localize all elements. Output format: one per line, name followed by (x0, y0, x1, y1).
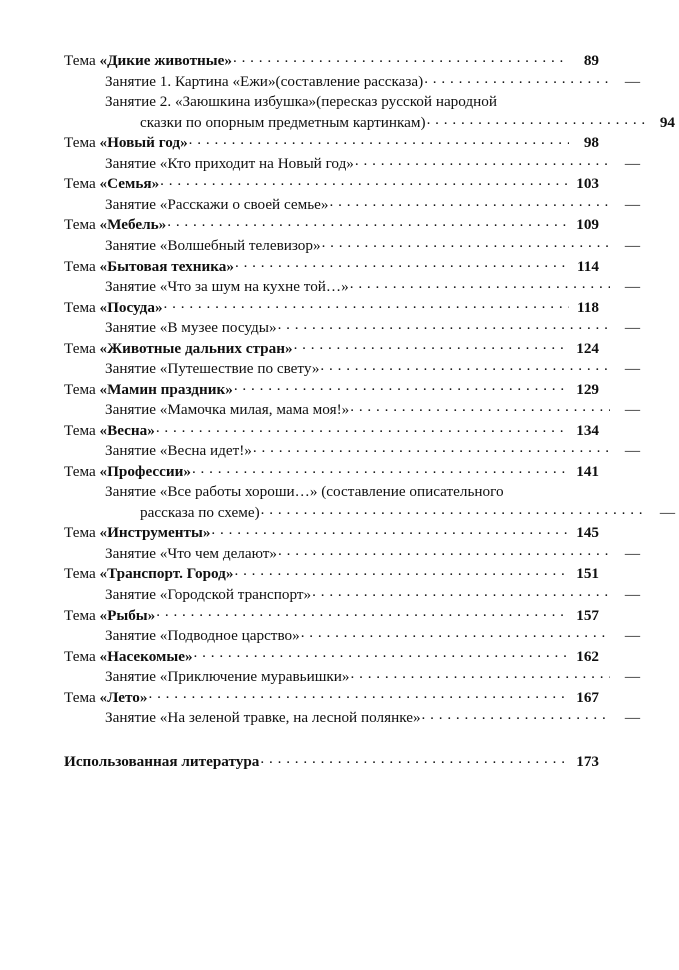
toc-entry-lesson[interactable] (64, 235, 640, 256)
toc-entry-label (105, 401, 349, 419)
toc-entry-label (64, 381, 233, 399)
toc-entry-label (140, 504, 260, 522)
dot-leader (164, 296, 569, 311)
toc-entry-label (64, 607, 155, 625)
toc-entry-prefix: Тема (64, 565, 100, 583)
table-of-contents (64, 50, 675, 771)
toc-entry-continued[interactable] (64, 112, 675, 133)
toc-entry-label (105, 278, 349, 296)
toc-entry-theme[interactable] (64, 50, 599, 71)
toc-entry-prefix: Тема (64, 298, 100, 316)
toc-entry-prefix: Тема (64, 134, 100, 152)
toc-entry-theme[interactable] (64, 645, 599, 666)
dot-leader (235, 255, 569, 270)
toc-entry-label (105, 668, 350, 686)
page-number: 157 (576, 606, 599, 624)
toc-entry-title: Занятие «В музее посуды» (105, 319, 277, 337)
toc-entry-title: «Семья» (99, 175, 160, 193)
toc-entry-lesson[interactable] (64, 153, 640, 174)
toc-entry-theme[interactable] (64, 296, 599, 317)
page-number: 145 (576, 524, 599, 542)
toc-entry-label (64, 689, 147, 707)
toc-entry-prefix: Тема (64, 339, 100, 357)
toc-entry-label (64, 175, 159, 193)
dot-leader (234, 379, 569, 394)
page-number: 141 (576, 462, 599, 480)
toc-entry-prefix: Тема (64, 606, 100, 624)
toc-entry-prefix: Тема (64, 688, 100, 706)
toc-entry-prefix: Тема (64, 524, 100, 542)
toc-entry-theme[interactable] (64, 604, 599, 625)
toc-entry-lesson[interactable] (64, 440, 640, 461)
toc-entry-label (105, 709, 421, 727)
dot-leader (330, 194, 610, 209)
toc-entry-lesson[interactable] (64, 358, 640, 379)
toc-entry-title: Занятие 1. Картина «Ежи»(составление рассказа) (105, 72, 424, 90)
toc-entry-label (105, 360, 319, 378)
page-number: 151 (576, 565, 599, 583)
page-dash: — (624, 236, 640, 254)
toc-entry-prefix: Тема (64, 175, 100, 193)
toc-entry-lesson[interactable] (64, 71, 640, 92)
toc-entry-theme[interactable] (64, 686, 599, 707)
page-dash: — (624, 442, 640, 460)
dot-leader (156, 604, 569, 619)
toc-entry-title: «Весна» (99, 421, 155, 439)
toc-entry-label (105, 586, 311, 604)
toc-entry-label (64, 52, 232, 70)
page-number: 162 (576, 647, 599, 665)
toc-entry-theme[interactable] (64, 214, 599, 235)
toc-entry-theme[interactable] (64, 255, 599, 276)
toc-entry-title: Занятие «Кто приходит на Новый год» (105, 154, 354, 172)
toc-entry-prefix: Тема (64, 257, 100, 275)
toc-entry-lesson[interactable] (64, 91, 640, 112)
page-dash: — (624, 278, 640, 296)
toc-entry-lesson[interactable] (64, 707, 640, 728)
dot-leader (234, 563, 569, 578)
toc-entry-title: «Мебель» (99, 216, 167, 234)
toc-entry-title: «Транспорт. Город» (99, 565, 234, 583)
page-number: 114 (577, 257, 599, 275)
page-number: 129 (576, 380, 599, 398)
dot-leader (312, 584, 610, 599)
toc-entry-theme[interactable] (64, 132, 599, 153)
page-number: 98 (583, 134, 599, 152)
toc-entry-lesson[interactable] (64, 194, 640, 215)
toc-entry-label (105, 483, 504, 501)
toc-entry-label (64, 134, 188, 152)
toc-entry-label (64, 648, 193, 666)
toc-entry-theme[interactable] (64, 379, 599, 400)
toc-entry-label (64, 463, 191, 481)
toc-entry-title: сказки по опорным предметным картинкам) (140, 113, 426, 131)
toc-entry-lesson[interactable] (64, 317, 640, 338)
dot-leader (320, 358, 610, 373)
dot-leader (351, 666, 610, 681)
toc-entry-literature[interactable] (64, 751, 599, 772)
page-dash: — (624, 668, 640, 686)
toc-entry-label (105, 442, 252, 460)
toc-entry-label (64, 422, 155, 440)
dot-leader (294, 337, 569, 352)
page-number: 109 (576, 216, 599, 234)
page-number: 134 (576, 421, 599, 439)
page-number: 124 (576, 339, 599, 357)
toc-entry-label (105, 319, 277, 337)
toc-entry-theme[interactable] (64, 461, 599, 482)
dot-leader (148, 686, 569, 701)
dot-leader (350, 399, 610, 414)
page-dash: — (624, 154, 640, 172)
dot-leader (261, 502, 645, 517)
toc-entry-prefix: Тема (64, 52, 100, 70)
toc-entry-label (64, 258, 234, 276)
toc-entry-continued[interactable] (64, 502, 675, 523)
toc-entry-theme[interactable] (64, 173, 599, 194)
toc-entry-title: Занятие «Мамочка милая, мама моя!» (105, 401, 350, 419)
toc-entry-title: Занятие «Расскажи о своей семье» (105, 195, 329, 213)
toc-entry-title: Занятие «Все работы хороши…» (составление описательного (105, 483, 504, 501)
toc-entry-theme[interactable] (64, 420, 599, 441)
toc-entry-title: Занятие «Волшебный телевизор» (105, 236, 321, 254)
toc-entry-theme[interactable] (64, 563, 599, 584)
toc-entry-title: Занятие «Весна идет!» (105, 442, 252, 460)
toc-entry-title: «Рыбы» (99, 606, 156, 624)
dot-leader (211, 522, 569, 537)
toc-entry-label (64, 565, 233, 583)
dot-leader (253, 440, 610, 455)
toc-entry-label (105, 196, 329, 214)
dot-leader (189, 132, 569, 147)
page-dash: — (624, 360, 640, 378)
toc-entry-theme[interactable] (64, 337, 599, 358)
toc-entry-title: Занятие «Подводное царство» (105, 627, 300, 645)
toc-entry-label (105, 545, 277, 563)
toc-entry-title: «Инструменты» (99, 524, 211, 542)
toc-entry-label (105, 155, 354, 173)
toc-entry-prefix: Тема (64, 216, 100, 234)
dot-leader (160, 173, 569, 188)
toc-entry-label (64, 299, 163, 317)
toc-entry-title: «Лето» (99, 688, 148, 706)
dot-leader (350, 276, 610, 291)
toc-entry-title: «Дикие животные» (99, 52, 232, 70)
page-dash: — (624, 586, 640, 603)
toc-entry-title: Занятие «На зеленой травке, на лесной полянке» (105, 709, 421, 727)
toc-entry-title: «Профессии» (99, 462, 191, 480)
toc-entry-prefix: Тема (64, 421, 100, 439)
page-dash: — (624, 319, 640, 337)
toc-entry-label (64, 524, 210, 542)
toc-entry-lesson[interactable] (64, 276, 640, 297)
page-dash: — (624, 544, 640, 562)
toc-entry-label (105, 73, 423, 91)
toc-entry-prefix: Тема (64, 380, 100, 398)
page-number: 173 (576, 752, 599, 770)
page-number: 103 (576, 175, 599, 193)
page-number: 167 (576, 688, 599, 706)
toc-entry-theme[interactable] (64, 522, 599, 543)
page-number: 89 (583, 52, 599, 70)
toc-entry-label (64, 216, 166, 234)
dot-leader (233, 50, 569, 65)
dot-leader (505, 481, 610, 496)
toc-entry-label (64, 753, 259, 771)
toc-entry-title: Занятие «Что чем делают» (105, 544, 278, 562)
toc-entry-title: рассказа по схеме) (140, 503, 260, 521)
toc-entry-title: Использованная литература (64, 752, 260, 770)
toc-entry-lesson[interactable] (64, 625, 640, 646)
dot-leader (427, 112, 645, 127)
dot-leader (278, 543, 610, 558)
toc-entry-title: «Животные дальних стран» (99, 339, 293, 357)
dot-leader (194, 645, 569, 660)
toc-entry-lesson[interactable] (64, 399, 640, 420)
page-number: 118 (577, 298, 599, 316)
toc-entry-title: «Бытовая техника» (99, 257, 234, 275)
dot-leader (167, 214, 569, 229)
toc-entry-title: «Мамин праздник» (99, 380, 233, 398)
dot-leader (355, 153, 610, 168)
page-dash: — (624, 401, 640, 419)
page-dash: — (624, 195, 640, 213)
toc-entry-label (140, 114, 426, 132)
toc-entry-title: Занятие «Городской транспорт» (105, 586, 312, 603)
dot-leader (322, 235, 610, 250)
toc-entry-title: «Насекомые» (99, 647, 193, 665)
toc-entry-label (105, 237, 321, 255)
toc-entry-label (64, 340, 293, 358)
toc-entry-title: Занятие «Приключение муравьишки» (105, 668, 350, 686)
dot-leader (156, 420, 569, 435)
toc-entry-title: Занятие «Что за шум на кухне той…» (105, 278, 349, 296)
toc-entry-label (105, 627, 300, 645)
dot-leader (301, 625, 610, 640)
page-dash: — (624, 72, 640, 90)
dot-leader (192, 461, 569, 476)
dot-leader (278, 317, 610, 332)
page-number: 94 (659, 113, 675, 131)
toc-entry-lesson[interactable] (64, 666, 640, 687)
toc-entry-prefix: Тема (64, 462, 100, 480)
page-dash: — (659, 503, 675, 521)
toc-entry-title: Занятие «Путешествие по свету» (105, 360, 320, 378)
toc-entry-prefix: Тема (64, 647, 100, 665)
toc-entry-lesson[interactable] (64, 584, 640, 605)
toc-entry-title: «Новый год» (99, 134, 188, 152)
toc-entry-lesson[interactable] (64, 481, 640, 502)
dot-leader (422, 707, 610, 722)
toc-entry-title: Занятие 2. «Заюшкина избушка»(пересказ русской народной (105, 93, 498, 111)
dot-leader (260, 751, 569, 766)
page-dash: — (624, 709, 640, 727)
dot-leader (424, 71, 610, 86)
dot-leader (498, 91, 610, 106)
page-dash: — (624, 627, 640, 645)
toc-entry-label (105, 93, 497, 111)
toc-entry-lesson[interactable] (64, 543, 640, 564)
toc-entry-title: «Посуда» (99, 298, 163, 316)
